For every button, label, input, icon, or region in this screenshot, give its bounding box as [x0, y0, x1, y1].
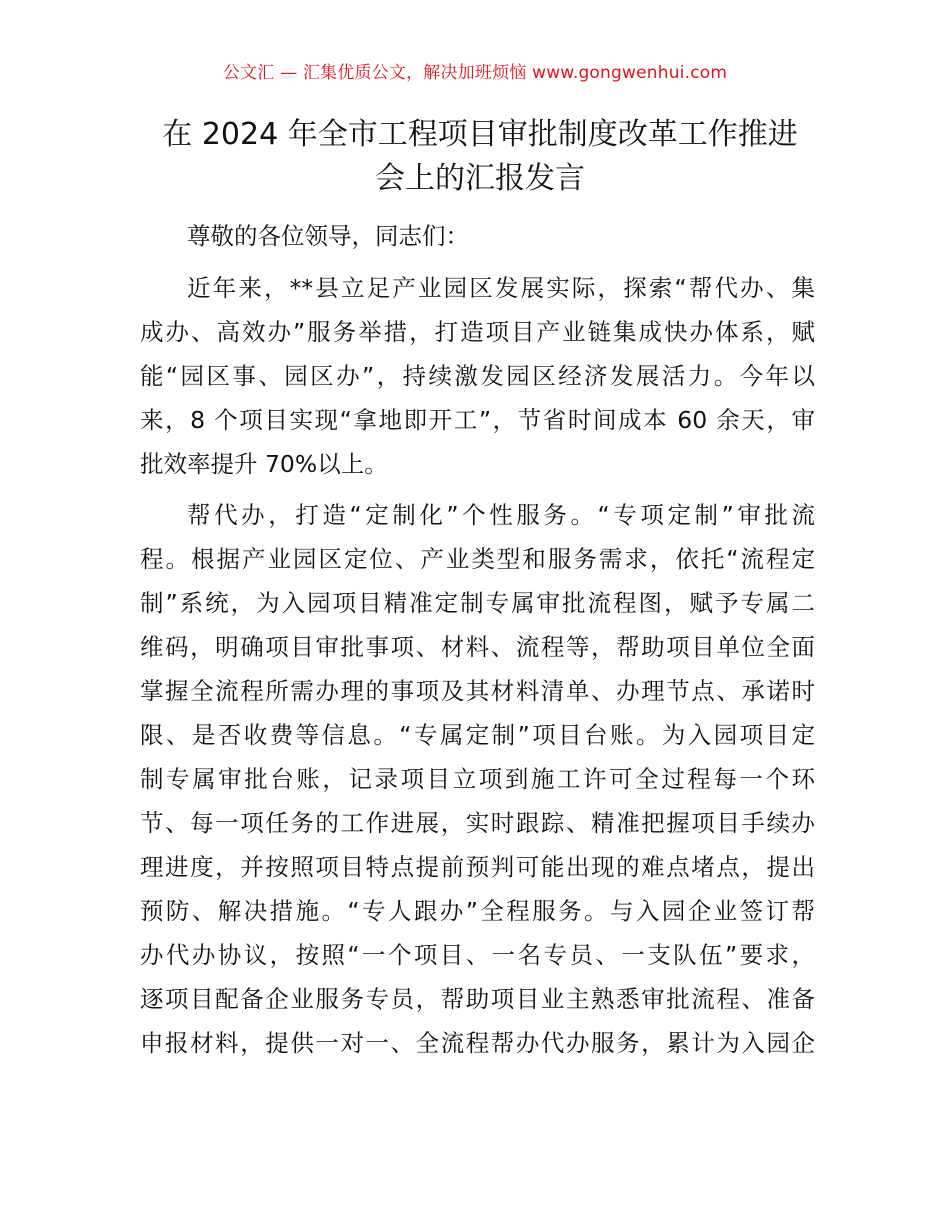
- paragraph-line: 来，8 个项目实现“拿地即开工”，节省时间成本 60 余天，审: [140, 406, 815, 434]
- paragraph-line: 理进度，并按照项目特点提前预判可能出现的难点堵点，提出: [140, 853, 815, 881]
- title-line-1: 在 2024 年全市工程项目审批制度改革工作推进: [162, 117, 798, 152]
- paragraph-line: 近年来，**县立足产业园区发展实际，探索“帮代办、集: [187, 274, 815, 302]
- paragraph-line: 逐项目配备企业服务专员，帮助项目业主熟悉审批流程、准备: [140, 985, 815, 1013]
- paragraph-line: 节、每一项任务的工作进展，实时跟踪、精准把握项目手续办: [140, 809, 815, 837]
- paragraph-1: [140, 266, 815, 486]
- paragraph-line: 程。根据产业园区定位、产业类型和服务需求，依托“流程定: [140, 545, 815, 573]
- paragraph-line: 申报材料，提供一对一、全流程帮办代办服务，累计为入园企: [140, 1029, 815, 1057]
- document-title: [130, 113, 830, 201]
- paragraph-line: 预防、解决措施。“专人跟办”全程服务。与入园企业签订帮: [140, 897, 815, 925]
- paragraph-line: 成办、高效办”服务举措，打造项目产业链集成快办体系，赋: [140, 318, 815, 346]
- paragraph-2: [140, 493, 815, 1065]
- paragraph-line: 限、是否收费等信息。“专属定制”项目台账。为入园项目定: [140, 721, 815, 749]
- salutation: 尊敬的各位领导，同志们：: [187, 222, 469, 250]
- title-line-2: 会上的汇报发言: [375, 161, 585, 196]
- paragraph-line: 掌握全流程所需办理的事项及其材料清单、办理节点、承诺时: [140, 677, 815, 705]
- paragraph-line: 能“园区事、园区办”，持续激发园区经济发展活力。今年以: [140, 362, 815, 390]
- paragraph-line: 批效率提升 70%以上。: [140, 450, 388, 478]
- paragraph-line: 维码，明确项目审批事项、材料、流程等，帮助项目单位全面: [140, 633, 815, 661]
- paragraph-line: 制专属审批台账，记录项目立项到施工许可全过程每一个环: [140, 765, 815, 793]
- site-banner: 公文汇 — 汇集优质公文，解决加班烦恼 www.gongwenhui.com: [222, 63, 728, 83]
- paragraph-line: 帮代办，打造“定制化”个性服务。“专项定制”审批流: [187, 501, 815, 529]
- paragraph-line: 制”系统，为入园项目精准定制专属审批流程图，赋予专属二: [140, 589, 815, 617]
- paragraph-line: 办代办协议，按照“一个项目、一名专员、一支队伍”要求，: [140, 941, 815, 969]
- salutation-block: [140, 214, 815, 258]
